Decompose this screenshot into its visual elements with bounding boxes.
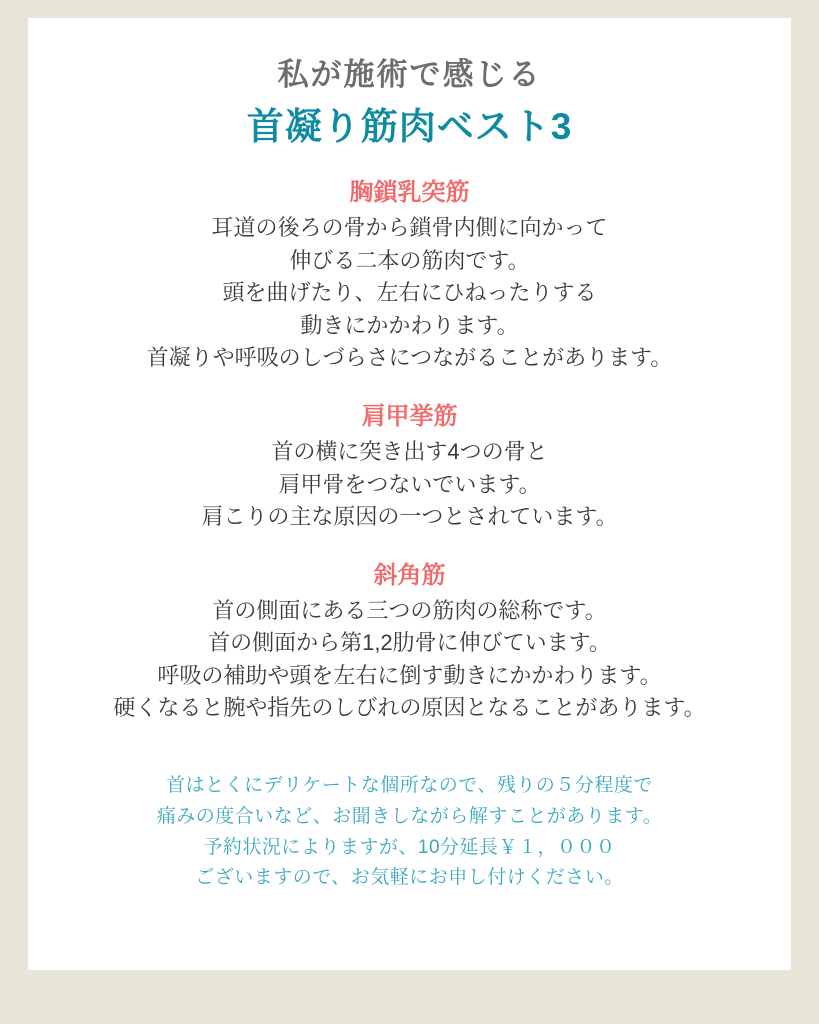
body-line: 硬くなると腕や指先のしびれの原因となることがあります。 bbox=[113, 695, 706, 721]
note-line: 痛みの度合いなど、お聞きしながら解すことがあります。 bbox=[156, 805, 663, 827]
body-line: 肩甲骨をつないでいます。 bbox=[278, 471, 541, 497]
section-muscle-3 bbox=[48, 560, 771, 725]
section-muscle-1 bbox=[48, 177, 771, 375]
note-line: 首はとくにデリケートな個所なので、残りの５分程度で bbox=[166, 774, 653, 796]
body-line: 肩こりの主な原因の一つとされています。 bbox=[201, 504, 618, 530]
closing-note bbox=[48, 771, 771, 894]
page-title: 首凝り筋肉ベスト3 bbox=[246, 105, 573, 147]
section-body bbox=[48, 595, 771, 725]
section-heading: 斜角筋 bbox=[373, 561, 446, 589]
section-body bbox=[48, 212, 771, 375]
body-line: 呼吸の補助や頭を左右に倒す動きにかかわります。 bbox=[157, 662, 662, 688]
note-line: ございますので、お気軽にお申し付けください。 bbox=[195, 867, 624, 889]
section-heading: 胸鎖乳突筋 bbox=[349, 178, 470, 206]
page-subtitle: 私が施術で感じる bbox=[277, 57, 542, 92]
note-line: 予約状況によりますが、10分延長￥１，０００ bbox=[203, 836, 616, 858]
body-line: 動きにかかわります。 bbox=[300, 312, 519, 338]
section-body bbox=[48, 436, 771, 534]
section-muscle-2 bbox=[48, 401, 771, 534]
body-line: 頭を曲げたり、左右にひねったりする bbox=[222, 280, 597, 306]
body-line: 伸びる二本の筋肉です。 bbox=[289, 247, 530, 273]
content-card bbox=[28, 18, 791, 970]
body-line: 首の側面にある三つの筋肉の総称です。 bbox=[212, 597, 607, 623]
body-line: 首凝りや呼吸のしづらさにつながることがあります。 bbox=[146, 345, 673, 371]
body-line: 耳道の後ろの骨から鎖骨内側に向かって bbox=[211, 215, 608, 241]
body-line: 首の側面から第1,2肋骨に伸びています。 bbox=[208, 630, 611, 656]
section-heading: 肩甲挙筋 bbox=[361, 402, 458, 430]
body-line: 首の横に突き出す4つの骨と bbox=[271, 438, 548, 464]
